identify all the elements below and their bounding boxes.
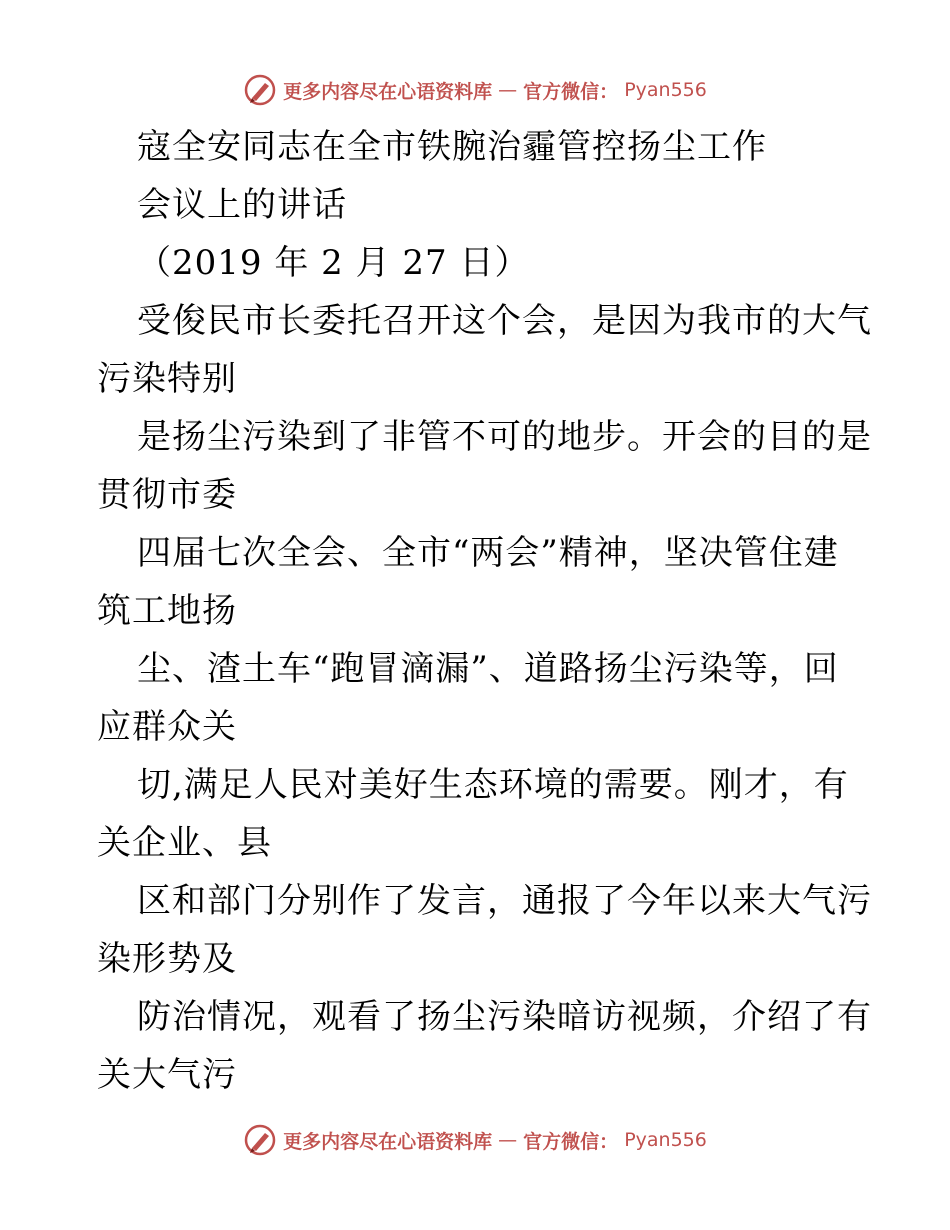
banner-content <box>243 73 707 107</box>
banner-dash: — <box>498 1129 518 1151</box>
body-line: 是扬尘污染到了非管不可的地步。开会的目的是 <box>137 417 872 457</box>
banner-account: Pyan556 <box>624 79 707 101</box>
body-line: 应群众关 <box>97 707 237 747</box>
body-line: 四届七次全会、全市“两会”精神，坚决管住建 <box>137 533 839 573</box>
banner-slogan: 更多内容尽在心语资料库 <box>283 80 493 103</box>
body-line: 关大气污 <box>97 1055 237 1095</box>
body-line: 筑工地扬 <box>97 591 237 631</box>
title-line-2: 会议上的讲话 <box>137 185 347 225</box>
banner-official-label: 官方微信： <box>523 1130 619 1153</box>
title-line-1: 寇全安同志在全市铁腕治霾管控扬尘工作 <box>137 127 767 167</box>
body-line: 关企业、县 <box>97 823 272 863</box>
body-line: 切,满足人民对美好生态环境的需要。刚才，有 <box>137 765 849 805</box>
pen-logo-icon <box>243 73 277 107</box>
banner-official-label: 官方微信： <box>523 80 619 103</box>
body-line: 污染特别 <box>97 359 237 399</box>
body-line: 受俊民市长委托召开这个会，是因为我市的大气 <box>137 301 872 341</box>
header-banner <box>0 70 950 110</box>
footer-banner <box>0 1120 950 1160</box>
body-line: 防治情况，观看了扬尘污染暗访视频，介绍了有 <box>137 997 872 1037</box>
banner-account: Pyan556 <box>624 1129 707 1151</box>
body-line: 染形势及 <box>97 939 237 979</box>
pen-logo-icon <box>243 1123 277 1157</box>
banner-content <box>243 1123 707 1157</box>
banner-slogan: 更多内容尽在心语资料库 <box>283 1130 493 1153</box>
body-line: 尘、渣土车“跑冒滴漏”、道路扬尘污染等，回 <box>137 649 839 689</box>
speech-date: （2019 年 2 月 27 日） <box>137 243 530 283</box>
body-line: 贯彻市委 <box>97 475 237 515</box>
banner-dash: — <box>498 79 518 101</box>
body-line: 区和部门分别作了发言，通报了今年以来大气污 <box>137 881 872 921</box>
